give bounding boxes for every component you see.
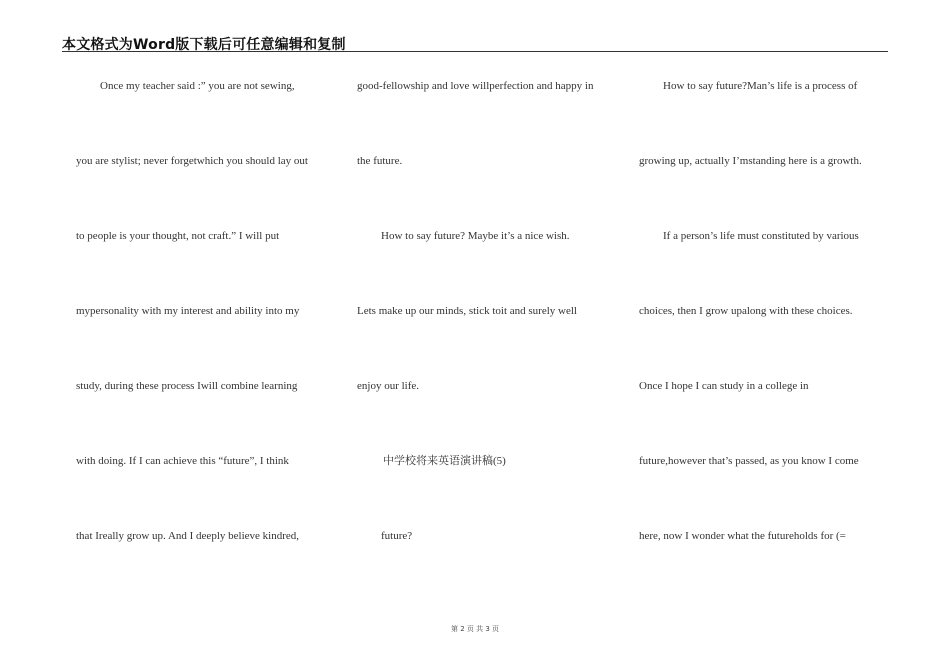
- text-line: How to say future? Maybe it’s a nice wish.: [381, 230, 570, 242]
- text-line: here, now I wonder what the futureholds for (=: [639, 530, 846, 542]
- page-number: 第 2 页 共 3 页: [450, 625, 500, 633]
- text-line: that Ireally grow up. And I deeply believe kindred,: [76, 530, 299, 542]
- header-divider: [62, 51, 888, 52]
- text-line: How to say future?Man’s life is a process of: [663, 80, 858, 92]
- text-line: future,however that’s passed, as you know I come: [639, 455, 859, 467]
- text-line: enjoy our life.: [357, 380, 420, 392]
- text-line: If a person’s life must constituted by various: [663, 230, 859, 242]
- text-line: future?: [381, 530, 413, 542]
- text-line: Once I hope I can study in a college in: [639, 380, 809, 392]
- text-line: good-fellowship and love willperfection and happy in: [357, 80, 594, 92]
- text-line: to people is your thought, not craft.” I will put: [76, 230, 280, 242]
- section-heading: 中学校将来英语演讲稿(5): [383, 455, 506, 467]
- text-line: choices, then I grow upalong with these choices.: [639, 305, 853, 317]
- text-line: growing up, actually I’mstanding here is a growth.: [639, 155, 862, 167]
- text-line: mypersonality with my interest and ability into my: [76, 305, 300, 317]
- text-line: the future.: [357, 155, 403, 167]
- text-line: study, during these process Iwill combine learning: [76, 380, 298, 392]
- text-line: Once my teacher said :” you are not sewing,: [100, 80, 295, 92]
- text-line: Lets make up our minds, stick toit and surely well: [357, 305, 577, 317]
- text-line: you are stylist; never forgetwhich you should lay out: [76, 155, 308, 167]
- document-header-title: 本文格式为Word版下载后可任意编辑和复制: [62, 37, 346, 53]
- text-line: with doing. If I can achieve this “future”, I think: [76, 455, 289, 467]
